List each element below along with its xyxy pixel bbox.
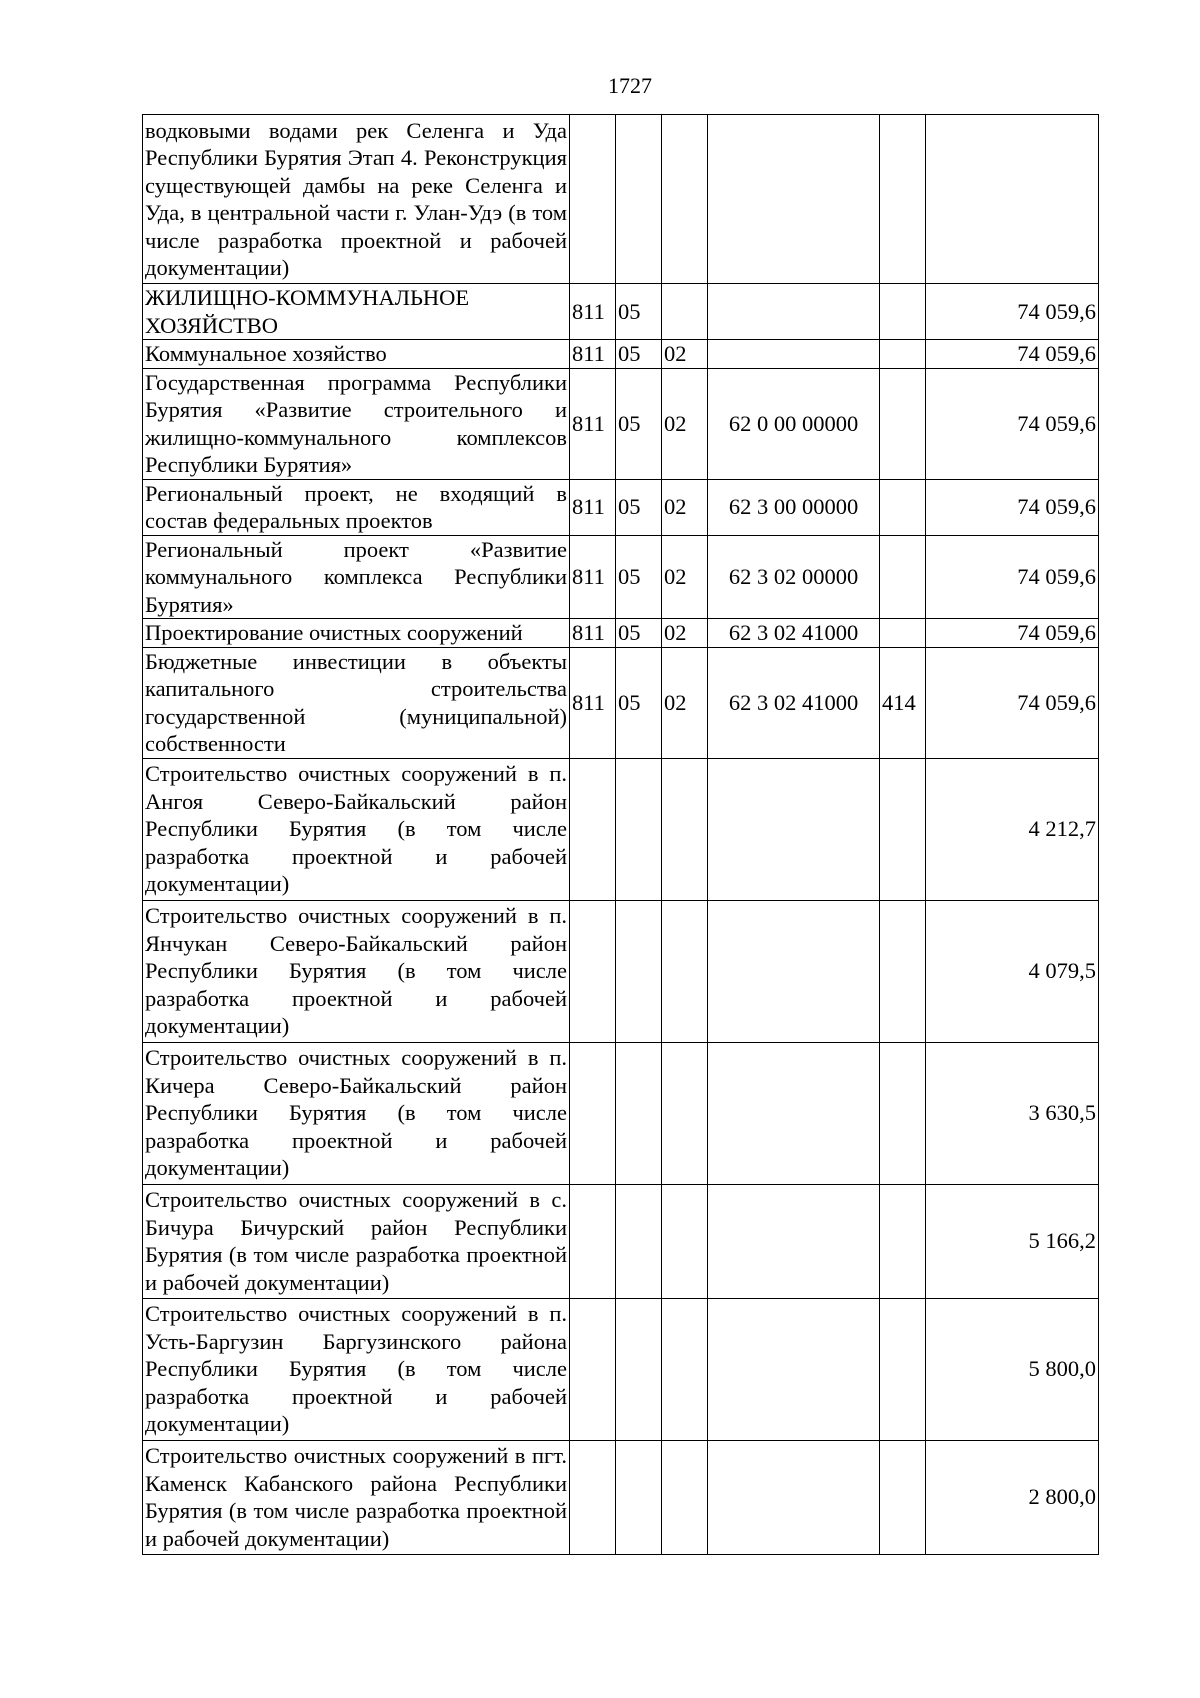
row-subsection-cell (662, 1184, 708, 1298)
row-expense-type-cell (880, 900, 926, 1042)
row-expense-type-cell (880, 1184, 926, 1298)
row-subsection-cell: 02 (662, 479, 708, 535)
row-subsection-cell: 02 (662, 340, 708, 369)
row-subsection-cell: 02 (662, 619, 708, 648)
row-section-cell: 05 (616, 535, 662, 619)
row-amount-cell: 74 059,6 (926, 284, 1099, 340)
budget-table (142, 114, 1099, 1555)
table-row (143, 758, 1099, 900)
row-target-article-cell (708, 284, 880, 340)
row-section-cell: 05 (616, 647, 662, 758)
row-amount-cell: 5 166,2 (926, 1184, 1099, 1298)
row-name-cell: Строительство очистных сооружений в п. Кичера Северо-Байкальский район Республики Бурятия (в том числе разработка проектной и рабочей документации) (143, 1042, 570, 1184)
row-expense-type-cell (880, 1042, 926, 1184)
row-amount-cell: 74 059,6 (926, 368, 1099, 479)
row-amount-cell: 74 059,6 (926, 535, 1099, 619)
row-expense-type-cell (880, 368, 926, 479)
row-gr-code-cell (570, 1440, 616, 1554)
row-target-article-cell (708, 115, 880, 284)
table-row (143, 900, 1099, 1042)
row-gr-code-cell (570, 900, 616, 1042)
row-gr-code-cell (570, 1184, 616, 1298)
table-row (143, 115, 1099, 284)
row-target-article-cell (708, 1440, 880, 1554)
row-name-cell: Региональный проект, не входящий в состав федеральных проектов (143, 479, 570, 535)
row-gr-code-cell (570, 1042, 616, 1184)
row-name-cell: Строительство очистных сооружений в п. Усть-Баргузин Баргузинского района Республики Бурятия (в том числе разработка проектной и рабочей документации) (143, 1298, 570, 1440)
row-amount-cell: 5 800,0 (926, 1298, 1099, 1440)
table-row (143, 647, 1099, 758)
row-target-article-cell: 62 3 00 00000 (708, 479, 880, 535)
table-row (143, 368, 1099, 479)
row-expense-type-cell (880, 1440, 926, 1554)
table-body (143, 115, 1099, 1555)
row-name-cell: Региональный проект «Развитие коммунального комплекса Республики Бурятия» (143, 535, 570, 619)
row-target-article-cell (708, 1298, 880, 1440)
row-target-article-cell: 62 3 02 41000 (708, 647, 880, 758)
row-gr-code-cell: 811 (570, 340, 616, 369)
row-section-cell (616, 1042, 662, 1184)
row-target-article-cell (708, 758, 880, 900)
row-name-cell: Проектирование очистных сооружений (143, 619, 570, 648)
row-name-cell: ЖИЛИЩНО-КОММУНАЛЬНОЕ ХОЗЯЙСТВО (143, 284, 570, 340)
row-name-cell: Бюджетные инвестиции в объекты капитального строительства государственной (муниципальной) собственности (143, 647, 570, 758)
row-expense-type-cell: 414 (880, 647, 926, 758)
row-section-cell (616, 1184, 662, 1298)
table-row (143, 1298, 1099, 1440)
page-number: 1727 (608, 73, 652, 98)
table-row (143, 284, 1099, 340)
row-amount-cell: 74 059,6 (926, 479, 1099, 535)
row-target-article-cell: 62 0 00 00000 (708, 368, 880, 479)
row-target-article-cell (708, 1042, 880, 1184)
row-expense-type-cell (880, 535, 926, 619)
row-gr-code-cell (570, 115, 616, 284)
row-name-cell: Строительство очистных сооружений в с. Бичура Бичурский район Республики Бурятия (в том числе разработка проектной и рабочей документации) (143, 1184, 570, 1298)
row-name-cell: Строительство очистных сооружений в пгт. Каменск Кабанского района Республики Бурятия (в том числе разработка проектной и рабочей документации) (143, 1440, 570, 1554)
row-name-cell: Строительство очистных сооружений в п. Янчукан Северо-Байкальский район Республики Бурятия (в том числе разработка проектной и рабочей документации) (143, 900, 570, 1042)
row-section-cell (616, 1440, 662, 1554)
row-subsection-cell: 02 (662, 368, 708, 479)
row-subsection-cell (662, 1298, 708, 1440)
row-amount-cell (926, 115, 1099, 284)
row-gr-code-cell: 811 (570, 647, 616, 758)
row-target-article-cell: 62 3 02 41000 (708, 619, 880, 648)
row-amount-cell: 74 059,6 (926, 619, 1099, 648)
row-expense-type-cell (880, 284, 926, 340)
row-expense-type-cell (880, 1298, 926, 1440)
table-row (143, 1184, 1099, 1298)
row-subsection-cell (662, 900, 708, 1042)
row-subsection-cell (662, 758, 708, 900)
row-section-cell: 05 (616, 619, 662, 648)
row-expense-type-cell (880, 758, 926, 900)
row-name-cell: Строительство очистных сооружений в п. Ангоя Северо-Байкальский район Республики Бурятия (в том числе разработка проектной и рабочей документации) (143, 758, 570, 900)
row-gr-code-cell: 811 (570, 284, 616, 340)
row-gr-code-cell: 811 (570, 368, 616, 479)
row-amount-cell: 3 630,5 (926, 1042, 1099, 1184)
row-gr-code-cell (570, 758, 616, 900)
table-row (143, 535, 1099, 619)
row-section-cell: 05 (616, 479, 662, 535)
row-gr-code-cell: 811 (570, 535, 616, 619)
row-subsection-cell (662, 115, 708, 284)
row-target-article-cell (708, 900, 880, 1042)
row-amount-cell: 4 079,5 (926, 900, 1099, 1042)
table-row (143, 619, 1099, 648)
table-row (143, 340, 1099, 369)
table-row (143, 1440, 1099, 1554)
row-name-cell: Коммунальное хозяйство (143, 340, 570, 369)
row-amount-cell: 4 212,7 (926, 758, 1099, 900)
row-target-article-cell (708, 1184, 880, 1298)
row-gr-code-cell: 811 (570, 619, 616, 648)
row-gr-code-cell: 811 (570, 479, 616, 535)
table-row (143, 1042, 1099, 1184)
row-target-article-cell (708, 340, 880, 369)
row-name-cell: Государственная программа Республики Бурятия «Развитие строительного и жилищно-коммунального комплексов Республики Бурятия» (143, 368, 570, 479)
row-expense-type-cell (880, 340, 926, 369)
row-amount-cell: 74 059,6 (926, 340, 1099, 369)
row-section-cell (616, 758, 662, 900)
row-subsection-cell (662, 284, 708, 340)
row-amount-cell: 2 800,0 (926, 1440, 1099, 1554)
row-section-cell: 05 (616, 340, 662, 369)
row-expense-type-cell (880, 479, 926, 535)
row-section-cell (616, 900, 662, 1042)
row-subsection-cell: 02 (662, 647, 708, 758)
row-section-cell: 05 (616, 284, 662, 340)
table-row (143, 479, 1099, 535)
row-gr-code-cell (570, 1298, 616, 1440)
row-name-cell: водковыми водами рек Селенга и Уда Республики Бурятия Этап 4. Реконструкция существующей дамбы на реке Селенга и Уда, в центральной части г. Улан-Удэ (в том числе разработка проектной и рабочей документации) (143, 115, 570, 284)
row-expense-type-cell (880, 619, 926, 648)
row-subsection-cell (662, 1042, 708, 1184)
row-target-article-cell: 62 3 02 00000 (708, 535, 880, 619)
row-expense-type-cell (880, 115, 926, 284)
row-subsection-cell: 02 (662, 535, 708, 619)
row-subsection-cell (662, 1440, 708, 1554)
row-section-cell (616, 1298, 662, 1440)
row-section-cell: 05 (616, 368, 662, 479)
row-amount-cell: 74 059,6 (926, 647, 1099, 758)
row-section-cell (616, 115, 662, 284)
